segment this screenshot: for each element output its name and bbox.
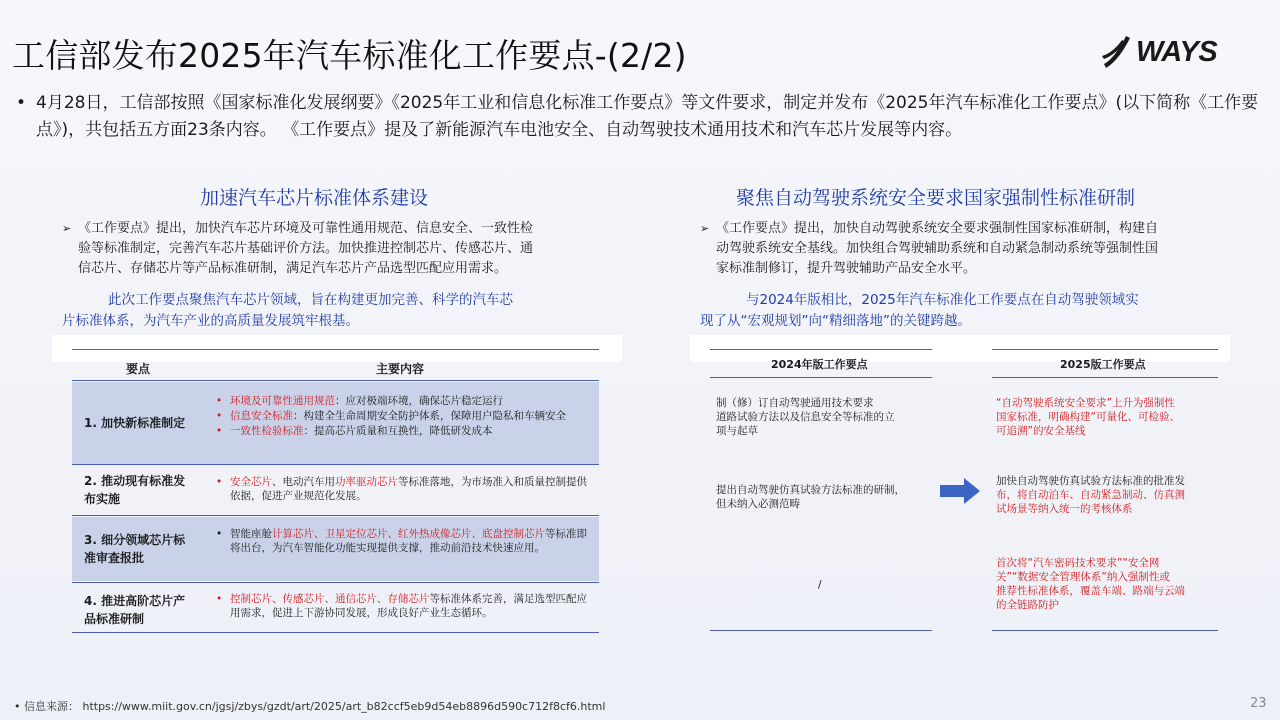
cell-line: 首次将“汽车密码技术要求”“安全网 — [996, 557, 1160, 569]
plain-text: ：提高芯片质量和互换性，降低研发成本 — [303, 425, 493, 437]
right-section-title: 聚焦自动驾驶系统安全要求国家强制性标准研制 — [736, 187, 1136, 209]
highlight-text: 环境及可靠性通用规范 — [230, 395, 335, 407]
cell-line: “自动驾驶系统安全要求”上升为强制性 — [996, 397, 1175, 409]
row-key-line: 4. 推进高阶芯片产 — [84, 594, 186, 608]
row-key-line: 布实施 — [84, 492, 121, 506]
source-note: • 信息来源： https://www.miit.gov.cn/jgsj/zbys/gzdt/art/2025/art_b82ccf5eb9d54eb8896d590c712f8cf6.html — [14, 700, 606, 713]
highlight-text: 一致性检验标准 — [230, 425, 304, 437]
table-row — [72, 466, 599, 514]
new-version-cell — [996, 556, 1226, 612]
row-key-line: 准审查报批 — [84, 551, 145, 565]
column-header-key: 要点 — [126, 362, 151, 376]
column-header-content: 主要内容 — [376, 362, 425, 376]
comparison-header-rule — [992, 377, 1218, 378]
highlight-text: 计算芯片、卫星定位芯片、红外热成像芯片、底盘控制芯片 — [272, 528, 545, 540]
cell-line: 的全链路防护 — [996, 599, 1059, 611]
table-row — [72, 584, 599, 632]
right-paragraph — [700, 219, 1230, 279]
plain-text: 智能座舱 — [230, 528, 272, 540]
right-summary-line: 与2024年版相比，2025年汽车标准化工作要点在自动驾驶领域实 — [746, 292, 1139, 308]
row-divider — [72, 464, 599, 465]
chip-standards-table — [52, 335, 622, 635]
cell-line: 可追溯”的安全基线 — [996, 425, 1086, 437]
comparison-bottom-rule — [710, 630, 932, 631]
table-bottom-rule — [72, 632, 599, 633]
content-item — [212, 394, 592, 408]
bullet: • — [216, 476, 223, 488]
logo-mark-icon — [1100, 34, 1134, 70]
cell-line: 关”“数据安全管理体系”纳入强制性或 — [996, 571, 1170, 583]
new-version-cell — [996, 474, 1226, 516]
cell-line: 但未纳入必测范畴 — [716, 498, 800, 510]
left-para-line: 验等标准制定，完善汽车芯片基础评价方法。加快推进控制芯片、传感芯片、通 — [78, 241, 534, 256]
cell-line: 项与起草 — [716, 425, 758, 437]
row-divider — [72, 515, 599, 516]
right-summary — [700, 290, 1240, 332]
left-summary — [62, 290, 622, 332]
row-key-line: 2. 推动现有标准发 — [84, 474, 186, 488]
right-summary-line: 现了从“宏观规划”向“精细落地”的关键跨越。 — [700, 313, 971, 329]
intro-paragraph — [16, 90, 1266, 144]
intro-bullet: • — [16, 93, 27, 113]
row-key — [84, 472, 185, 508]
comparison-top-rule — [710, 349, 932, 350]
cell-line: 推荐性标准体系，覆盖车端、路端与云端 — [996, 585, 1185, 597]
comparison-arrow-icon — [940, 478, 980, 504]
comparison-bottom-rule — [992, 630, 1218, 631]
page-title: 工信部发布2025年汽车标准化工作要点-(2/2) — [12, 36, 687, 75]
table-row — [72, 382, 599, 464]
cell-line: 加快自动驾驶仿真试验方法标准的批准发 — [996, 475, 1185, 487]
column-header-2025: 2025版工作要点 — [1060, 358, 1146, 371]
row-key-line: 品标准研制 — [84, 612, 145, 626]
left-paragraph — [62, 219, 627, 279]
cell-line: 国家标准，明确构建“可量化、可检验、 — [996, 411, 1180, 423]
right-para-line: 动驾驶系统安全基线。加快组合驾驶辅助系统和自动紧急制动系统等强制性国 — [716, 241, 1159, 256]
arrow-bullet-icon: ➢ — [700, 222, 710, 235]
old-version-cell — [716, 396, 936, 438]
left-section-title: 加速汽车芯片标准体系建设 — [200, 187, 429, 209]
old-version-cell — [818, 578, 848, 592]
content-item — [212, 409, 592, 423]
right-para-line: 家标准制修订，提升驾驶辅助产品安全水平。 — [716, 261, 977, 276]
bullet: • — [216, 528, 223, 540]
plain-text: 等标准即将出台，为汽车智能化功能实现提供支撑，推动前沿技术快速应用。 — [230, 528, 587, 554]
bullet: • — [216, 425, 223, 437]
bullet: • — [216, 410, 223, 422]
logo-text: WAYS — [1136, 36, 1218, 68]
row-divider — [72, 582, 599, 583]
page-number: 23 — [1250, 696, 1267, 711]
highlight-text: 控制芯片、传感芯片、通信芯片、存储芯片 — [230, 593, 430, 605]
arrow-bullet-icon: ➢ — [62, 222, 72, 235]
content-item — [212, 424, 592, 438]
cell-line: 制（修）订自动驾驶通用技术要求 — [716, 397, 874, 409]
row-content — [212, 592, 592, 621]
row-key: 1. 加快新标准制定 — [84, 416, 186, 430]
comparison-top-rule — [992, 349, 1218, 350]
column-header-2024: 2024年版工作要点 — [771, 358, 868, 371]
row-key-line: 3. 细分领域芯片标 — [84, 533, 186, 547]
left-para-line: 《工作要点》提出，加快汽车芯片环境及可靠性通用规范、信息安全、一致性检 — [78, 221, 534, 236]
highlight-text: 安全芯片 — [230, 476, 272, 488]
plain-text: 等标准落地，为市场准入和质量控制提供依据，促进产业规范化发展。 — [230, 476, 587, 502]
left-para-line: 信芯片、存储芯片等产品标准研制，满足汽车芯片产品选型匹配应用需求。 — [78, 261, 508, 276]
row-content — [212, 394, 592, 439]
cell-line: 布，将自动泊车、自动紧急制动、仿真测 — [996, 489, 1185, 501]
intro-text: 4月28日，工信部按照《国家标准化发展纲要》《2025年工业和信息化标准工作要点》等文件要求，制定并发布《2025年汽车标准化工作要点》(以下简称《工作要点》)，共包括五方面23条内容。 《工作要点》提及了新能源汽车电池安全、自动驾驶技术通用技术和汽车芯片发展等内容。 — [36, 93, 1259, 140]
cell-line: 提出自动驾驶仿真试验方法标准的研制， — [716, 484, 905, 496]
row-key — [84, 592, 185, 628]
content-item — [212, 475, 592, 503]
content-item — [212, 527, 592, 555]
right-para-line: 《工作要点》提出，加快自动驾驶系统安全要求强制性国家标准研制，构建自 — [716, 221, 1159, 236]
cell-line: 试场景等纳入统一的考核体系 — [996, 503, 1133, 515]
plain-text: 、电动汽车用 — [272, 476, 335, 488]
plain-text: ：应对极端环境，确保芯片稳定运行 — [335, 395, 503, 407]
content-item — [212, 592, 592, 620]
bullet: • — [216, 593, 223, 605]
table-row — [72, 517, 599, 581]
plain-text: 等标准体系完善，满足选型匹配应用需求，促进上下游协同发展，形成良好产业生态循环。 — [230, 593, 587, 619]
row-key — [84, 531, 185, 567]
cell-line: 道路试验方法以及信息安全等标准的立 — [716, 411, 895, 423]
old-version-cell — [716, 483, 940, 511]
left-summary-line: 此次工作要点聚焦汽车芯片领域，旨在构建更加完善、科学的汽车芯 — [108, 292, 513, 308]
highlight-text: 信息安全标准 — [230, 410, 293, 422]
highlight-text: 功率驱动芯片 — [335, 476, 398, 488]
new-version-cell — [996, 396, 1226, 438]
table-top-rule — [72, 349, 599, 350]
plain-text: ：构建全生命周期安全防护体系，保障用户隐私和车辆安全 — [293, 410, 566, 422]
bullet: • — [216, 395, 223, 407]
comparison-header-rule — [710, 377, 932, 378]
cell-line: / — [818, 579, 822, 591]
table-header-rule — [72, 380, 599, 381]
row-content — [212, 527, 592, 556]
company-logo — [1100, 34, 1218, 72]
row-content — [212, 475, 592, 504]
left-summary-line: 片标准体系，为汽车产业的高质量发展筑牢根基。 — [62, 313, 359, 329]
